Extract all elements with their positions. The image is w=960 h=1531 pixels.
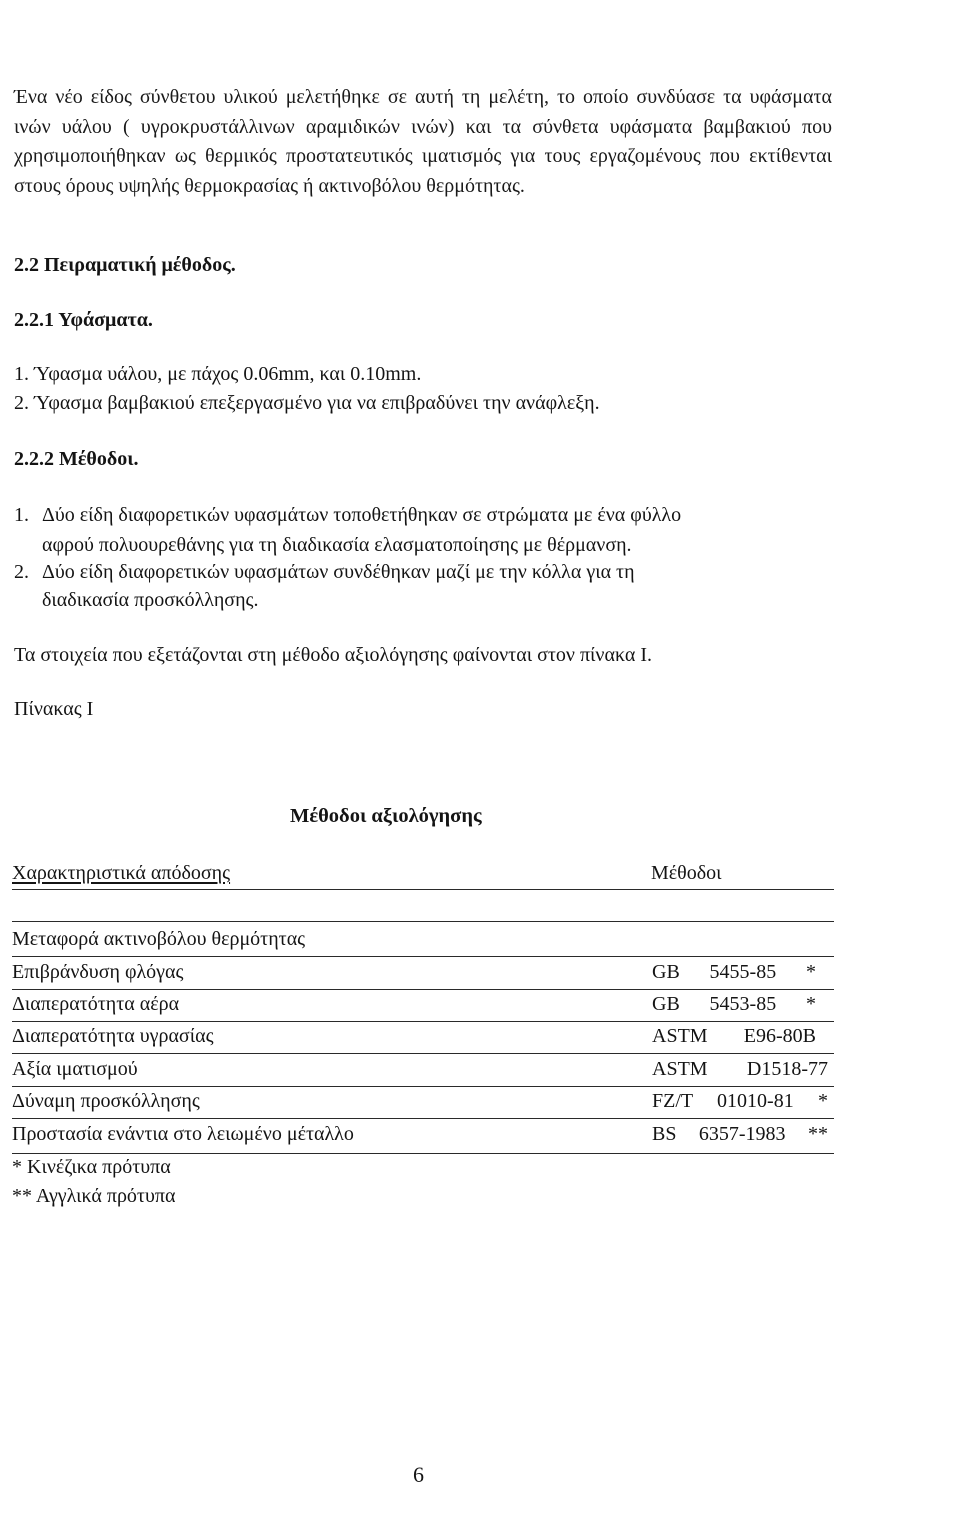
footnote-english-standards: ** Αγγλικά πρότυπα <box>12 1185 176 1207</box>
row-rule-1 <box>12 956 834 957</box>
table-row-4-characteristic: Διαπερατότητα υγρασίας <box>12 1025 214 1047</box>
header-rule-double <box>12 921 834 922</box>
table-bottom-rule <box>12 1153 834 1154</box>
table-row-6-characteristic: Δύναμη προσκόλλησης <box>12 1090 200 1112</box>
section-heading-2-2-1: 2.2.1 Υφάσματα. <box>14 309 153 331</box>
table-row-6-method: FZ/T 01010-81 * <box>652 1090 828 1112</box>
intro-paragraph: Ένα νέο είδος σύνθετου υλικού μελετήθηκε σε αυτή τη μελέτη, το οποίο συνδύασε τα υφάσματα ινών υάλου ( υγροκρυστάλλινων αραμιδικών ινών) και τα σύνθετα υφάσματα βαμβακιού που χρησιμοποιήθηκαν ως θερμικός προστατευτικός ιματισμός για τους εργαζομένους που εκτίθενται στους όρους υψηλής θερμοκρασίας ή ακτινοβόλου θερμότητας. <box>14 86 832 197</box>
row-rule-5 <box>12 1086 834 1087</box>
row-rule-3 <box>12 1021 834 1022</box>
table-row-2-method: GB 5455-85 * <box>652 961 816 983</box>
method-item-1-line-2: αφρού πολυουρεθάνης για τη διαδικασία ελασματοποίησης με θέρμανση. <box>42 534 632 556</box>
table-row-5-method: ASTM D1518-77 <box>652 1058 828 1080</box>
evaluation-text: Τα στοιχεία που εξετάζονται στη μέθοδο αξιολόγησης φαίνονται στον πίνακα I. <box>14 644 652 666</box>
table-row-4-method: ASTM E96-80B <box>652 1025 816 1047</box>
table-row-2-characteristic: Επιβράνδυση φλόγας <box>12 961 184 983</box>
table-row-5-characteristic: Αξία ιματισμού <box>12 1058 138 1080</box>
row-rule-6 <box>12 1118 834 1119</box>
method-item-2-line-2: διαδικασία προσκόλλησης. <box>42 589 259 611</box>
method-item-1-line-1: Δύο είδη διαφορετικών υφασμάτων τοποθετήθηκαν σε στρώματα με ένα φύλλο <box>42 504 682 526</box>
section-heading-2-2-2: 2.2.2 Μέθοδοι. <box>14 448 139 470</box>
column-header-method: Μέθοδοι <box>651 862 722 884</box>
header-rule <box>12 889 834 890</box>
page-number: 6 <box>413 1462 424 1487</box>
table-row-3-characteristic: Διαπερατότητα αέρα <box>12 993 180 1015</box>
table-row-3-method: GB 5453-85 * <box>652 993 816 1015</box>
row-rule-4 <box>12 1053 834 1054</box>
table-row-7-method: BS 6357-1983 ** <box>652 1123 828 1145</box>
row-rule-2 <box>12 989 834 990</box>
method-item-2-number: 2. <box>14 561 29 583</box>
footnote-chinese-standards: * Κινέζικα πρότυπα <box>12 1156 171 1178</box>
section-heading-2-2: 2.2 Πειραματική μέθοδος. <box>14 254 236 276</box>
method-item-2-line-1: Δύο είδη διαφορετικών υφασμάτων συνδέθηκαν μαζί με την κόλλα για τη <box>42 561 635 583</box>
table-caption: Πίνακας I <box>14 698 94 720</box>
table-title: Μέθοδοι αξιολόγησης <box>290 805 482 827</box>
column-header-characteristic: Χαρακτηριστικά απόδοσης <box>12 862 231 884</box>
table-row-7-characteristic: Προστασία ενάντια στο λειωμένο μέταλλο <box>12 1123 354 1145</box>
fabric-item-2: 2. Ύφασμα βαμβακιού επεξεργασμένο για να επιβραδύνει την ανάφλεξη. <box>14 392 600 414</box>
table-row-1-characteristic: Μεταφορά ακτινοβόλου θερμότητας <box>12 928 306 950</box>
method-item-1-number: 1. <box>14 504 29 526</box>
fabric-item-1: 1. Ύφασμα υάλου, με πάχος 0.06mm, και 0.10mm. <box>14 363 422 385</box>
